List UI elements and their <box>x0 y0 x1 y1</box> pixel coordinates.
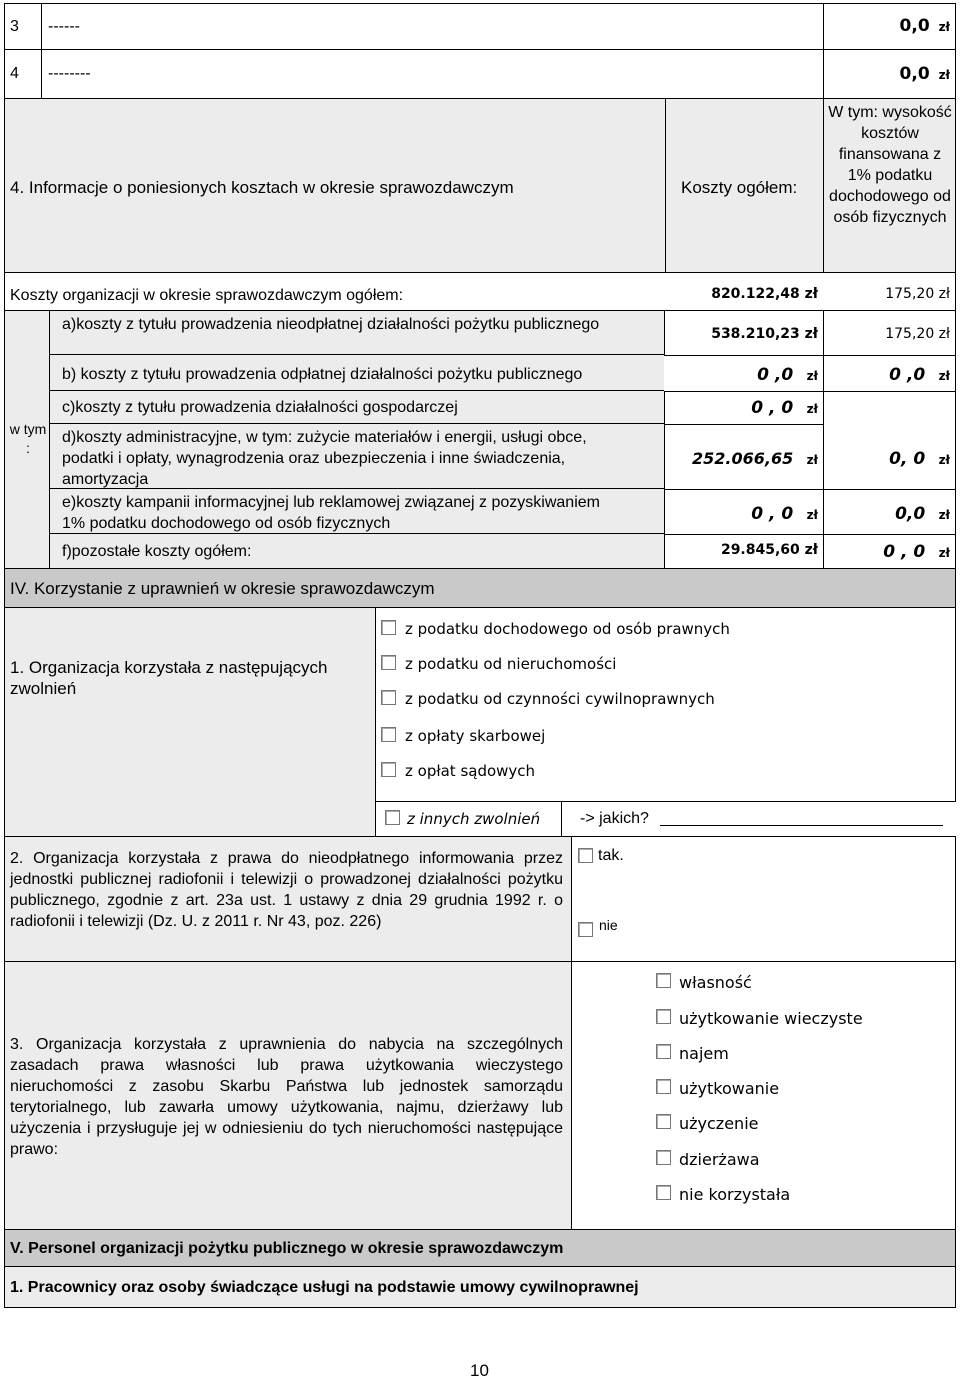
q1-option-5: z innych zwolnień <box>407 810 541 828</box>
q3-checkbox-1[interactable] <box>656 1009 671 1024</box>
section-4-title: 4. Informacje o poniesionych kosztach w okresie sprawozdawczym <box>10 178 514 197</box>
row-4 <box>4 49 956 99</box>
q3-option-5: dzierżawa <box>679 1150 760 1169</box>
q1-which-input-line[interactable] <box>660 825 943 826</box>
row-4-currency: zł <box>938 68 950 82</box>
section-iv-title: IV. Korzystanie z uprawnień w okresie sprawozdawczym <box>10 579 435 598</box>
item-a-1pct: 175,20 zł <box>885 326 950 342</box>
q1-which-label: -> jakich? <box>580 810 649 827</box>
q3-checkbox-0[interactable] <box>656 973 671 988</box>
q2-label: 2. Organizacja korzystała z prawa do nieodpłatnego informowania przez jednostki publicznej radiofonii i telewizji o prowadzonej działalności pożytku publicznego, zgodnie z art. 23a ust. 1 ustawy z dnia 29 grudnia 1992 r. o radiofonii i telewizji (Dz. U. z 2011 r. Nr 43, poz. 226) <box>10 850 563 930</box>
col-total-header: Koszty ogółem: <box>681 178 798 197</box>
item-d-label: d)koszty administracyjne, w tym: zużycie materiałów i energii, usługi obce, podatki i opłaty, wynagrodzenia oraz ubezpieczenia i inne świadczenia, amortyzacja <box>62 429 587 488</box>
col-1pct-header: W tym: wysokość kosztów finansowana z 1% podatku dochodowego od osób fizycznych <box>828 104 952 226</box>
row-3-dash: ------ <box>48 18 80 35</box>
item-d-amount: 252.066,65 <box>692 449 794 468</box>
row-3-amount: 0,0 <box>899 16 930 36</box>
q1-option-0: z podatku dochodowego od osób prawnych <box>405 620 730 638</box>
item-b-1pct: 0 ,0 <box>889 365 926 385</box>
q1-option-3: z opłaty skarbowej <box>405 727 546 745</box>
q1-label: 1. Organizacja korzystała z następujących zwolnień <box>10 658 328 698</box>
total-amount: 820.122,48 zł <box>711 286 818 302</box>
row-3-currency: zł <box>938 20 950 34</box>
item-c-label: c)koszty z tytułu prowadzenia działalności gospodarczej <box>62 399 458 416</box>
q1-checkbox-3[interactable] <box>381 727 396 742</box>
q1-checkbox-2[interactable] <box>381 690 396 705</box>
q3-checkbox-4[interactable] <box>656 1114 671 1129</box>
row-3-number: 3 <box>10 18 19 35</box>
row-4-dash: -------- <box>48 65 91 82</box>
row-4-amount: 0,0 <box>899 64 930 84</box>
q1-option-1: z podatku od nieruchomości <box>405 655 617 673</box>
q3-option-4: użyczenie <box>679 1114 759 1133</box>
section-v-title: V. Personel organizacji pożytku publicznego w okresie sprawozdawczym <box>10 1240 564 1257</box>
q1-checkbox-5[interactable] <box>385 810 400 825</box>
w-tym-label: w tym : <box>9 421 47 456</box>
item-e-amount: 0 , 0 <box>751 504 794 524</box>
item-b-label: b) koszty z tytułu prowadzenia odpłatnej działalności pożytku publicznego <box>62 366 583 383</box>
q1-checkbox-1[interactable] <box>381 655 396 670</box>
row-3 <box>4 3 956 50</box>
q3-option-0: własność <box>679 973 752 992</box>
item-b-amount: 0 ,0 <box>757 365 794 385</box>
section-v-sub1: 1. Pracownicy oraz osoby świadczące usługi na podstawie umowy cywilnoprawnej <box>10 1279 639 1296</box>
q3-checkbox-2[interactable] <box>656 1044 671 1059</box>
q2-options-cell <box>571 836 956 962</box>
item-c-amount: 0 , 0 <box>751 398 794 418</box>
q1-option-4: z opłat sądowych <box>405 762 536 780</box>
item-d-1pct: 0, 0 <box>889 449 926 469</box>
q3-option-3: użytkowanie <box>679 1079 780 1098</box>
q1-checkbox-4[interactable] <box>381 762 396 777</box>
item-a-label: a)koszty z tytułu prowadzenia nieodpłatnej działalności pożytku publicznego <box>62 316 600 333</box>
row-4-number: 4 <box>10 65 19 82</box>
q3-checkbox-5[interactable] <box>656 1150 671 1165</box>
q3-option-6: nie korzystała <box>679 1185 791 1204</box>
q3-option-2: najem <box>679 1044 729 1063</box>
q2-no-label: nie <box>599 917 618 933</box>
q3-checkbox-6[interactable] <box>656 1185 671 1200</box>
total-label: Koszty organizacji w okresie sprawozdawczym ogółem: <box>10 287 404 304</box>
q2-checkbox-no[interactable] <box>578 922 593 937</box>
item-a-amount: 538.210,23 zł <box>711 326 818 342</box>
page-number: 10 <box>470 1361 489 1380</box>
q2-checkbox-yes[interactable] <box>578 848 593 863</box>
q1-label-cell <box>4 607 376 837</box>
q1-checkbox-0[interactable] <box>381 620 396 635</box>
item-f-1pct: 0 , 0 <box>883 542 926 562</box>
item-e-1pct: 0,0 <box>895 504 926 524</box>
item-f-label: f)pozostałe koszty ogółem: <box>62 543 252 560</box>
total-1pct: 175,20 zł <box>885 286 950 302</box>
q2-yes-label: tak. <box>598 847 624 864</box>
q3-option-1: użytkowanie wieczyste <box>679 1009 863 1028</box>
q1-option-2: z podatku od czynności cywilnoprawnych <box>405 690 715 708</box>
q3-label: 3. Organizacja korzystała z uprawnienia do nabycia na szczególnych zasadach prawa własności lub prawa użytkowania wieczystego nieruchomości z zasobu Skarbu Państwa lub jednostek samorządu terytorialnego, lub zawarła umowy użytkowania, najmu, dzierżawy lub użyczenia i przysługuje jej w odniesieniu do tych nieruchomości następujące prawo: <box>10 1036 563 1158</box>
item-f-amount: 29.845,60 zł <box>720 542 818 558</box>
item-e-label: e)koszty kampanii informacyjnej lub reklamowej związanej z pozyskiwaniem 1% podatku dochodowego od osób fizycznych <box>62 494 600 532</box>
q3-checkbox-3[interactable] <box>656 1079 671 1094</box>
